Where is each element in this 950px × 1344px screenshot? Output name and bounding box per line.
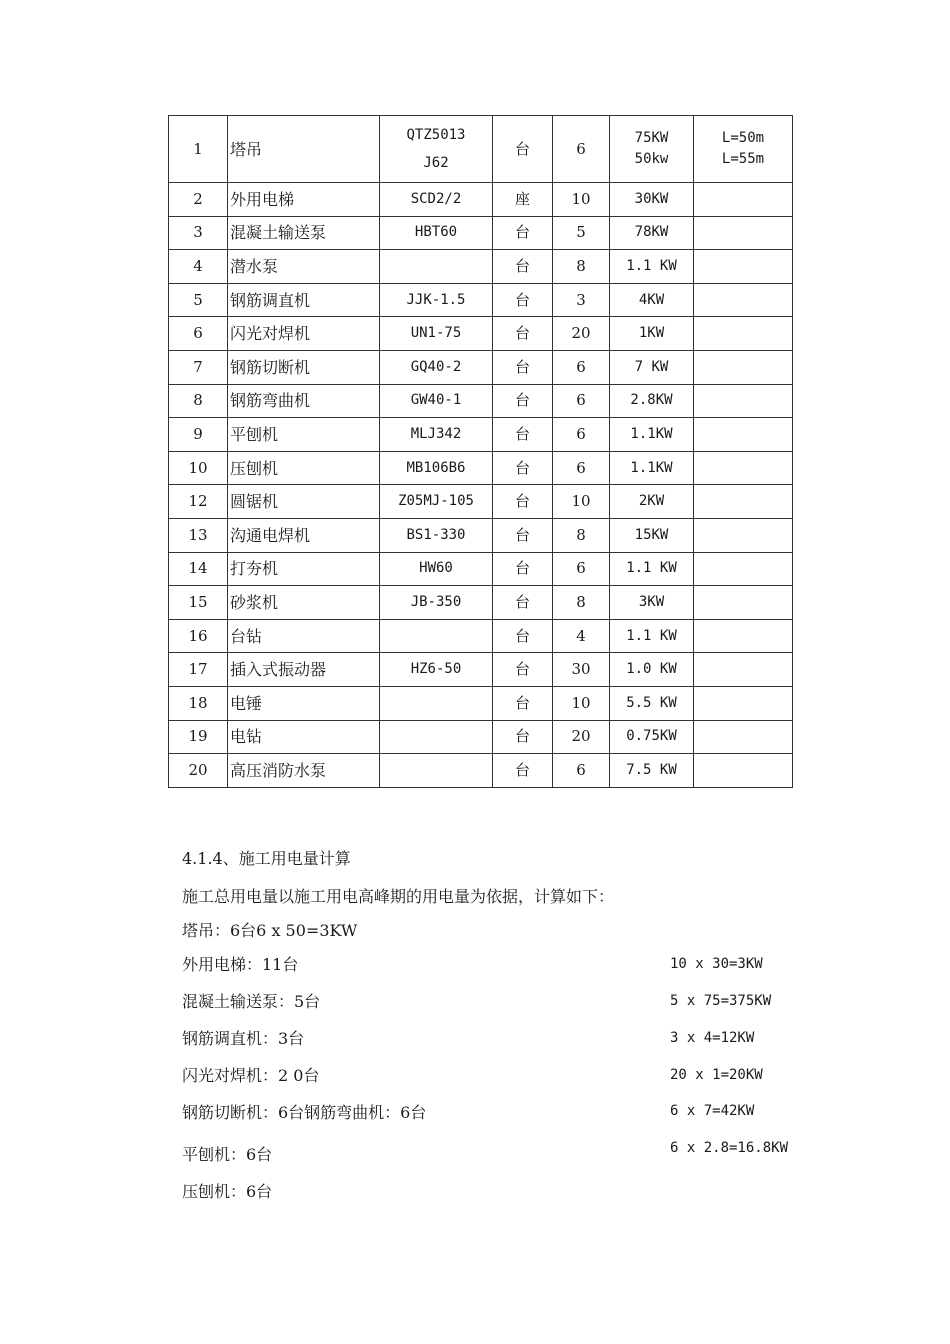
cell-note — [694, 384, 793, 418]
calc-result: 6 x 2.8=16.8KW — [670, 1140, 789, 1156]
cell-note — [694, 183, 793, 217]
cell-unit: 台 — [493, 552, 553, 586]
cell-note — [694, 485, 793, 519]
table-row — [169, 250, 793, 284]
cell-model — [380, 686, 493, 720]
cell-note-line: L=55m — [721, 151, 765, 167]
cell-qty: 8 — [553, 250, 610, 284]
cell-no: 14 — [169, 552, 228, 586]
cell-qty: 6 — [553, 552, 610, 586]
table-row — [169, 586, 793, 620]
cell-unit: 台 — [493, 350, 553, 384]
cell-qty: 10 — [553, 485, 610, 519]
cell-model: HBT60 — [380, 216, 493, 250]
cell-model-line: J62 — [423, 155, 449, 171]
cell-unit: 台 — [493, 754, 553, 788]
table-row — [169, 216, 793, 250]
table-row — [169, 418, 793, 452]
cell-name: 钢筋切断机 — [228, 350, 380, 384]
cell-qty: 6 — [553, 418, 610, 452]
cell-name: 塔吊 — [228, 116, 380, 183]
calc-result: 5 x 75=375KW — [670, 993, 772, 1009]
cell-power: 5.5 KW — [610, 686, 694, 720]
calc-label: 压刨机：6台 — [182, 1182, 273, 1201]
cell-qty: 5 — [553, 216, 610, 250]
table-row — [169, 317, 793, 351]
table-row — [169, 350, 793, 384]
cell-unit: 台 — [493, 216, 553, 250]
cell-power: 1KW — [610, 317, 694, 351]
cell-qty: 3 — [553, 283, 610, 317]
cell-no: 8 — [169, 384, 228, 418]
cell-note — [694, 754, 793, 788]
cell-qty: 10 — [553, 686, 610, 720]
cell-note — [694, 216, 793, 250]
cell-note — [694, 686, 793, 720]
cell-unit: 台 — [493, 250, 553, 284]
cell-no: 15 — [169, 586, 228, 620]
cell-name: 插入式振动器 — [228, 653, 380, 687]
cell-power: 1.0 KW — [610, 653, 694, 687]
cell-unit: 台 — [493, 720, 553, 754]
cell-name: 台钻 — [228, 619, 380, 653]
table-row — [169, 754, 793, 788]
cell-model — [380, 754, 493, 788]
cell-qty: 6 — [553, 116, 610, 183]
calc-label: 平刨机：6台 — [182, 1145, 273, 1164]
cell-note — [694, 720, 793, 754]
cell-qty: 6 — [553, 451, 610, 485]
equipment-table-body — [169, 116, 793, 788]
cell-no: 2 — [169, 183, 228, 217]
cell-no: 16 — [169, 619, 228, 653]
table-row — [169, 686, 793, 720]
cell-model: SCD2/2 — [380, 183, 493, 217]
table-row — [169, 518, 793, 552]
cell-model: HW60 — [380, 552, 493, 586]
table-row — [169, 552, 793, 586]
cell-note — [694, 586, 793, 620]
cell-model: JB-350 — [380, 586, 493, 620]
cell-name: 钢筋弯曲机 — [228, 384, 380, 418]
cell-note — [694, 116, 793, 183]
cell-name: 潜水泵 — [228, 250, 380, 284]
cell-no: 5 — [169, 283, 228, 317]
table-row — [169, 653, 793, 687]
cell-unit: 台 — [493, 619, 553, 653]
section-heading: 4.1.4、施工用电量计算 — [182, 849, 351, 868]
cell-model: BS1-330 — [380, 518, 493, 552]
cell-qty: 10 — [553, 183, 610, 217]
cell-power: 1.1 KW — [610, 250, 694, 284]
cell-qty: 8 — [553, 518, 610, 552]
calc-label: 钢筋切断机：6台钢筋弯曲机：6台 — [182, 1103, 427, 1122]
calc-label: 钢筋调直机：3台 — [182, 1029, 305, 1048]
cell-no: 19 — [169, 720, 228, 754]
cell-no: 20 — [169, 754, 228, 788]
cell-name: 混凝土输送泵 — [228, 216, 380, 250]
cell-no: 17 — [169, 653, 228, 687]
cell-no: 4 — [169, 250, 228, 284]
calc-result: 10 x 30=3KW — [670, 956, 763, 972]
cell-unit: 台 — [493, 485, 553, 519]
cell-model-line: QTZ5013 — [406, 127, 466, 143]
cell-name: 电锤 — [228, 686, 380, 720]
cell-no: 12 — [169, 485, 228, 519]
cell-no: 3 — [169, 216, 228, 250]
cell-power: 7.5 KW — [610, 754, 694, 788]
cell-name: 外用电梯 — [228, 183, 380, 217]
cell-model: HZ6-50 — [380, 653, 493, 687]
cell-note — [694, 451, 793, 485]
cell-qty: 4 — [553, 619, 610, 653]
cell-note — [694, 350, 793, 384]
cell-power: 7 KW — [610, 350, 694, 384]
cell-qty: 6 — [553, 384, 610, 418]
table-row — [169, 451, 793, 485]
cell-qty: 20 — [553, 317, 610, 351]
cell-unit: 台 — [493, 317, 553, 351]
calc-result: 20 x 1=20KW — [670, 1067, 763, 1083]
cell-no: 13 — [169, 518, 228, 552]
cell-qty: 30 — [553, 653, 610, 687]
calc-result: 3 x 4=12KW — [670, 1030, 755, 1046]
cell-name: 打夯机 — [228, 552, 380, 586]
cell-no: 9 — [169, 418, 228, 452]
cell-no: 18 — [169, 686, 228, 720]
cell-name: 钢筋调直机 — [228, 283, 380, 317]
cell-model: UN1-75 — [380, 317, 493, 351]
table-row — [169, 283, 793, 317]
cell-note — [694, 653, 793, 687]
cell-power: 2.8KW — [610, 384, 694, 418]
cell-qty: 8 — [553, 586, 610, 620]
cell-no: 6 — [169, 317, 228, 351]
cell-name: 圆锯机 — [228, 485, 380, 519]
cell-power-line: 75KW — [634, 130, 669, 146]
calc-label: 混凝土输送泵：5台 — [182, 992, 321, 1011]
cell-unit: 台 — [493, 451, 553, 485]
equipment-table — [168, 115, 793, 788]
cell-unit: 台 — [493, 653, 553, 687]
cell-model: GW40-1 — [380, 384, 493, 418]
cell-power: 4KW — [610, 283, 694, 317]
calc-result: 6 x 7=42KW — [670, 1103, 755, 1119]
cell-unit: 座 — [493, 183, 553, 217]
cell-model: MLJ342 — [380, 418, 493, 452]
cell-power: 1.1 KW — [610, 552, 694, 586]
cell-qty: 6 — [553, 350, 610, 384]
cell-unit: 台 — [493, 418, 553, 452]
table-row — [169, 183, 793, 217]
cell-power — [610, 116, 694, 183]
table-row — [169, 485, 793, 519]
cell-unit: 台 — [493, 283, 553, 317]
cell-no: 7 — [169, 350, 228, 384]
section-intro: 施工总用电量以施工用电高峰期的用电量为依据，计算如下： — [182, 887, 615, 906]
table-row — [169, 384, 793, 418]
cell-name: 砂浆机 — [228, 586, 380, 620]
cell-unit: 台 — [493, 586, 553, 620]
cell-model: GQ40-2 — [380, 350, 493, 384]
cell-power: 78KW — [610, 216, 694, 250]
cell-no: 1 — [169, 116, 228, 183]
cell-name: 高压消防水泵 — [228, 754, 380, 788]
cell-model — [380, 619, 493, 653]
cell-model — [380, 720, 493, 754]
tower-crane-calc: 塔吊：6台6 x 50=3KW — [182, 921, 358, 940]
cell-power: 0.75KW — [610, 720, 694, 754]
cell-note — [694, 317, 793, 351]
calc-label: 外用电梯：11台 — [182, 955, 299, 974]
cell-power: 1.1KW — [610, 418, 694, 452]
table-row — [169, 720, 793, 754]
cell-qty: 20 — [553, 720, 610, 754]
cell-note — [694, 283, 793, 317]
cell-note — [694, 518, 793, 552]
cell-name: 平刨机 — [228, 418, 380, 452]
cell-model — [380, 250, 493, 284]
cell-model: Z05MJ-105 — [380, 485, 493, 519]
cell-unit: 台 — [493, 384, 553, 418]
cell-power-line: 50kw — [634, 151, 669, 167]
cell-note — [694, 619, 793, 653]
cell-unit: 台 — [493, 116, 553, 183]
cell-note-line: L=50m — [721, 130, 765, 146]
cell-note — [694, 418, 793, 452]
cell-power: 30KW — [610, 183, 694, 217]
cell-note — [694, 552, 793, 586]
cell-unit: 台 — [493, 518, 553, 552]
cell-power: 1.1 KW — [610, 619, 694, 653]
cell-name: 压刨机 — [228, 451, 380, 485]
cell-name: 沟通电焊机 — [228, 518, 380, 552]
cell-power: 15KW — [610, 518, 694, 552]
cell-model: MB106B6 — [380, 451, 493, 485]
cell-power: 3KW — [610, 586, 694, 620]
cell-qty: 6 — [553, 754, 610, 788]
table-row — [169, 619, 793, 653]
cell-unit: 台 — [493, 686, 553, 720]
cell-no: 10 — [169, 451, 228, 485]
cell-name: 闪光对焊机 — [228, 317, 380, 351]
cell-power: 1.1KW — [610, 451, 694, 485]
cell-model — [380, 116, 493, 183]
cell-model: JJK-1.5 — [380, 283, 493, 317]
cell-power: 2KW — [610, 485, 694, 519]
cell-note — [694, 250, 793, 284]
table-row — [169, 116, 793, 183]
calc-label: 闪光对焊机：2 0台 — [182, 1066, 320, 1085]
cell-name: 电钻 — [228, 720, 380, 754]
